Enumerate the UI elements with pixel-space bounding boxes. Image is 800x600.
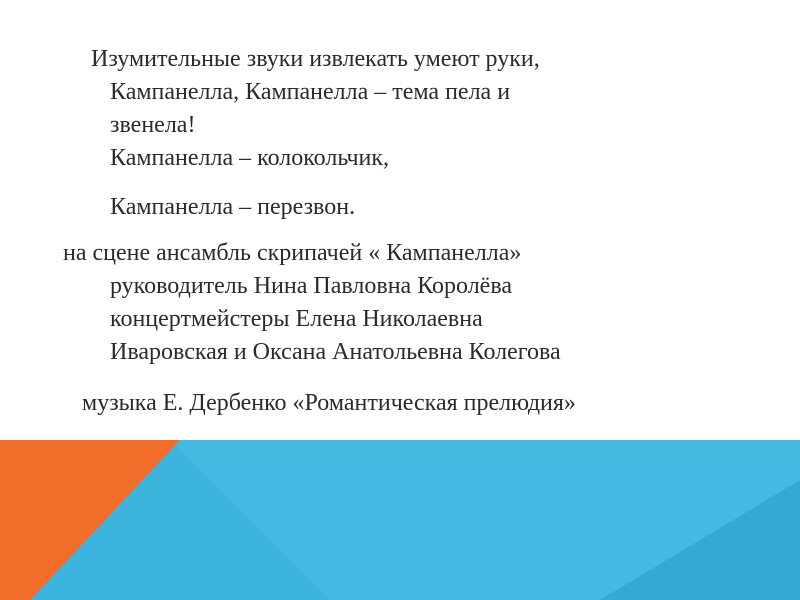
- text-line: звенела!: [110, 112, 196, 138]
- text-line: Кампанелла – перезвон.: [110, 194, 356, 220]
- text-line: Кампанелла, Кампанелла – тема пела и: [110, 79, 511, 105]
- text-line: Иваровская и Оксана Анатольевна Колегова: [110, 339, 561, 365]
- text-line: Изумительные звуки извлекать умеют руки,: [91, 46, 540, 72]
- text-line: Кампанелла – колокольчик,: [110, 145, 390, 171]
- text-line: на сцене ансамбль скрипачей « Кампанелла»: [63, 240, 522, 266]
- text-line: руководитель Нина Павловна Королёва: [110, 273, 512, 299]
- text-line: концертмейстеры Елена Николаевна: [110, 306, 483, 332]
- text-line: музыка Е. Дербенко «Романтическая прелюдия»: [82, 390, 576, 416]
